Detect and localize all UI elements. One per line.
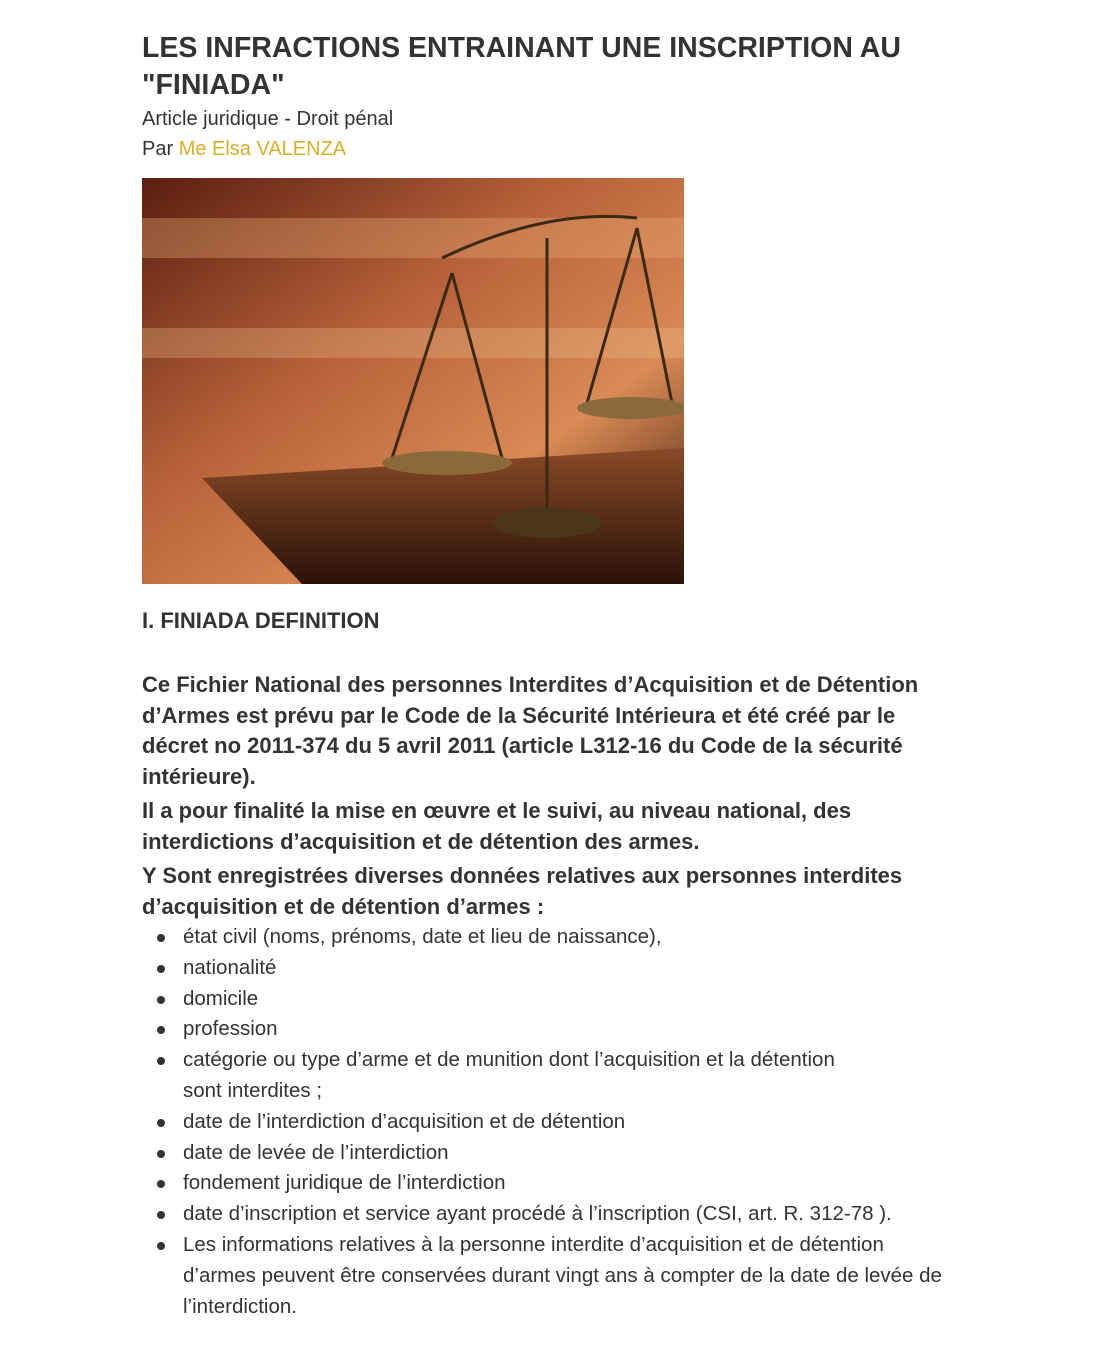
article-byline — [142, 134, 957, 164]
list-item: domicile — [183, 984, 957, 1015]
section-heading: I. FINIADA DEFINITION — [142, 608, 380, 633]
list-item: date de levée de l’interdiction — [183, 1138, 957, 1169]
article-category: Article juridique - Droit pénal — [142, 108, 394, 130]
list-item: date de l’interdiction d’acquisition et de détention — [183, 1107, 957, 1138]
author-link[interactable]: Me Elsa VALENZA — [178, 138, 347, 160]
list-item: état civil (noms, prénoms, date et lieu de naissance), — [183, 922, 957, 953]
article-title: LES INFRACTIONS ENTRAINANT UNE INSCRIPTION AU "FINIADA" — [142, 32, 901, 101]
list-item: Les informations relatives à la personne interdite d’acquisition et de détention d’armes peuvent être conservées durant vingt ans à compter de la date de levée de l’interdiction. — [183, 1230, 957, 1322]
list-item: date d’inscription et service ayant procédé à l’inscription (CSI, art. R. 312-78 ). — [183, 1199, 957, 1230]
paragraph: Il a pour finalité la mise en œuvre et le suivi, au niveau national, des interdictions d’acquisition et de détention des armes. — [142, 798, 852, 854]
scales-of-justice-image — [142, 178, 684, 584]
byline-prefix: Par — [142, 138, 174, 160]
paragraph: Y Sont enregistrées diverses données relatives aux personnes interdites d’acquisition et de détention d’armes : — [142, 863, 903, 919]
article — [142, 30, 957, 1322]
list-item: fondement juridique de l’interdiction — [183, 1168, 957, 1199]
paragraph: Ce Fichier National des personnes Interdites d’Acquisition et de Détention d’Armes est prévu par le Code de la Sécurité Intérieura et été créé par le décret no 2011-374 du 5 avril 2011 (article L312-16 du Code de la sécurité intérieure). — [142, 672, 919, 789]
data-list — [142, 922, 957, 1322]
list-item: catégorie ou type d’arme et de munition dont l’acquisition et la détention sont interdites ; — [183, 1045, 957, 1107]
list-item: nationalité — [183, 953, 957, 984]
list-item: profession — [183, 1014, 957, 1045]
